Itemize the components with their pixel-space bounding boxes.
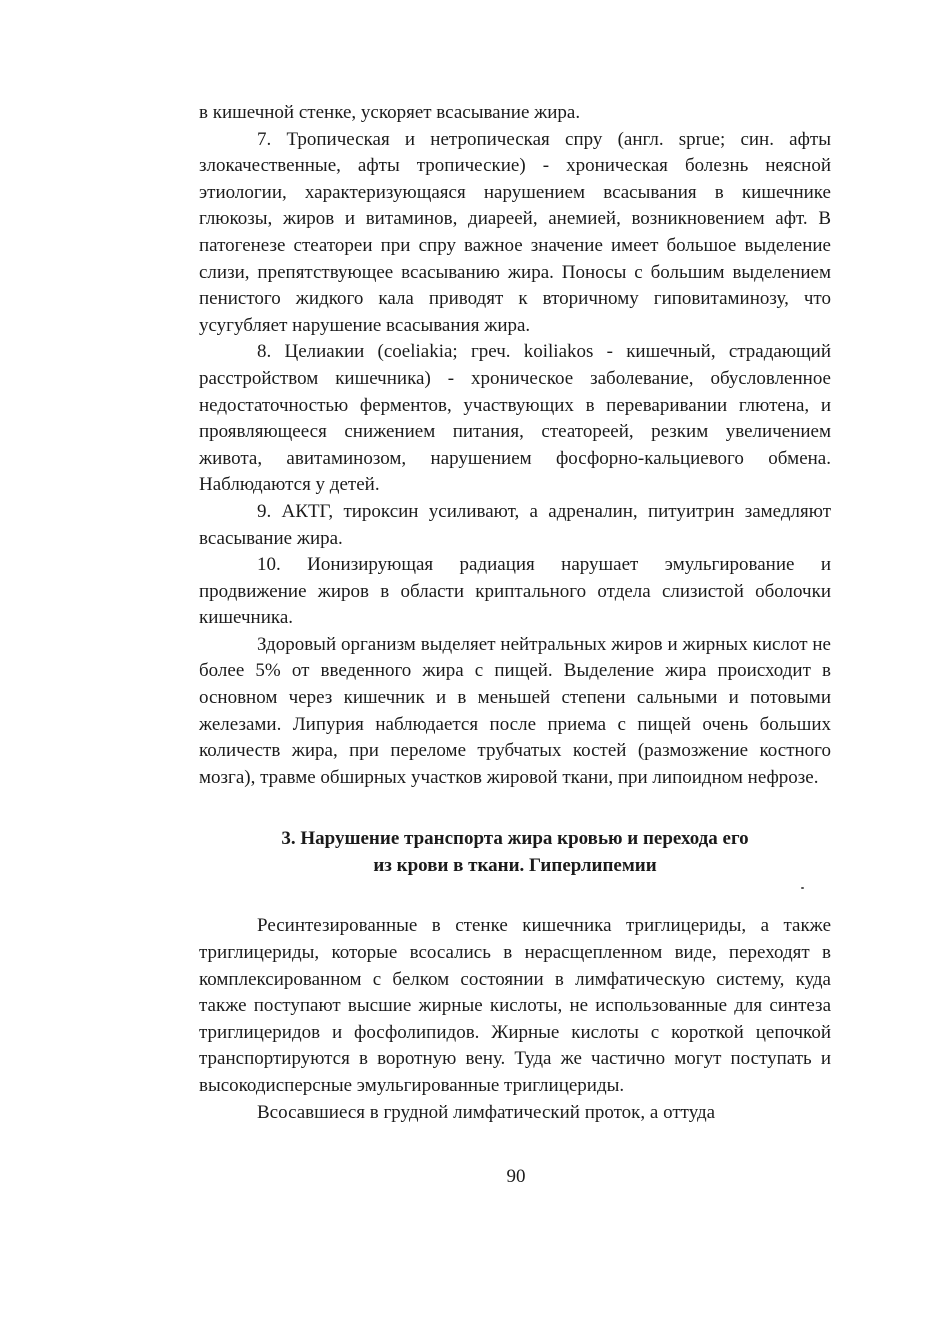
section-title-line-2: из крови в ткани. Гиперлипемии: [373, 855, 657, 877]
scan-speck: [801, 887, 804, 889]
paragraph-healthy-organism: Здоровый организм выделяет нейтральных жиров и жирных кислот не более 5% от введенного жира с пищей. Выделение жира происходит в основном через кишечник и в меньшей степени сальными и потовыми железами. Липурия наблюдается после приема с пищей очень больших количеств жира, при переломе трубчатых костей (размозжение костного мозга), травме обширных участков жировой ткани, при липоидном нефрозе.: [199, 633, 831, 788]
page-body: [199, 100, 831, 1126]
paragraph-radiation: 10. Ионизирующая радиация нарушает эмульгирование и продвижение жиров в области криптального отдела слизистой оболочки кишечника.: [199, 554, 831, 629]
page-number: 90: [506, 1166, 526, 1187]
paragraph-resynthesized: Ресинтезированные в стенке кишечника триглицериды, а также триглицериды, которые всосались в нерасщепленном виде, переходят в комплексированном с белком состоянии в лимфатическую систему, куда также поступают высшие жирные кислоты, не использованные для синтеза триглицеридов и фосфолипидов. Жирные кислоты с короткой цепочкой транспортируются в воротную вену. Туда же частично могут поступать и высокодисперсные эмульгированные триглицериды.: [199, 915, 831, 1096]
paragraph-continuation: в кишечной стенке, ускоряет всасывание жира.: [199, 102, 581, 123]
paragraph-sprue: 7. Тропическая и нетропическая спру (англ. sprue; син. афты злокачественные, афты тропические) - хроническая болезнь неясной этиологии, характеризующаяся нарушением всасывания в кишечнике глюкозы, жиров и витаминов, диареей, анемией, возникновением афт. В патогенезе стеатореи при спру важное значение имеет большое выделение слизи, препятствующее всасыванию жира. Поносы с большим выделением пенистого жидкого кала приводят к вторичному гиповитаминозу, что усугубляет нарушение всасывания жира.: [199, 128, 831, 336]
paragraph-celiac: 8. Целиакии (coeliakia; греч. koiliakos - кишечный, страдающий расстройством кишечника) - хроническое заболевание, обусловленное недостаточностью ферментов, участвующих в переваривании глютена, и проявляющееся снижением питания, стеатореей, резким увеличением живота, авитаминозом, нарушением фосфорно-кальциевого обмена. Наблюдаются у детей.: [199, 341, 831, 496]
paragraph-absorbed: Всосавшиеся в грудной лимфатический проток, а оттуда: [257, 1101, 716, 1123]
paragraph-hormones: 9. АКТГ, тироксин усиливают, а адреналин, питуитрин замедляют всасывание жира.: [199, 500, 831, 549]
section-title-line-1: 3. Нарушение транспорта жира кровью и перехода его: [281, 828, 749, 850]
section-title: [199, 825, 831, 879]
